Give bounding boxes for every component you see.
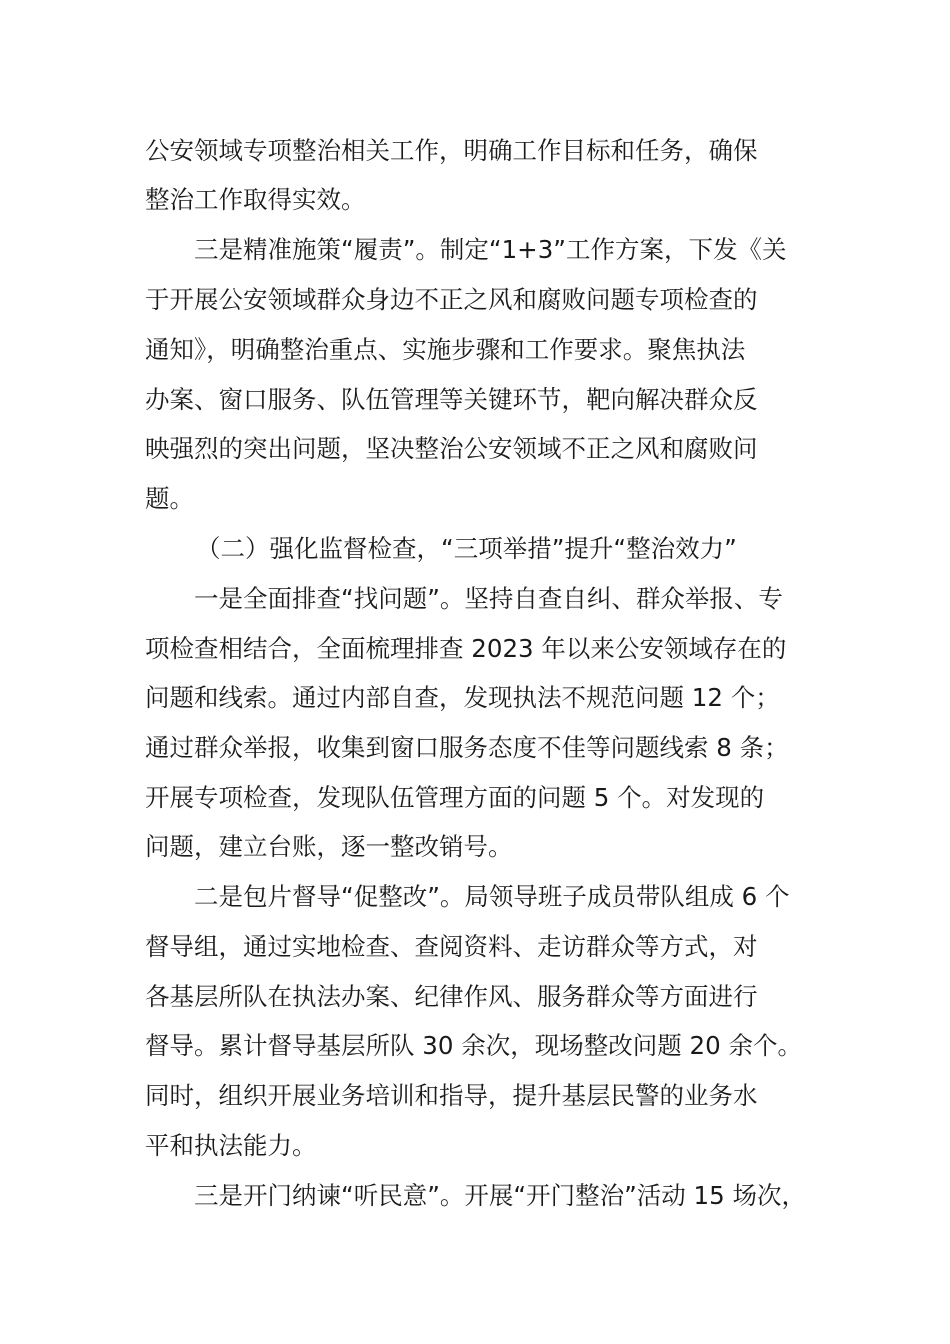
paragraph-line (0, 424, 950, 474)
line-text: 映强烈的突出问题，坚决整治公安领域不正之风和腐败问 (145, 434, 758, 463)
line-text: 二是包片督导“促整改”。局领导班子成员带队组成 6 个 (194, 882, 790, 911)
paragraph-line (0, 922, 950, 972)
line-text: 一是全面排查“找问题”。坚持自查自纠、群众举报、专 (194, 584, 783, 613)
line-text: 通过群众举报，收集到窗口服务态度不佳等问题线索 8 条； (145, 733, 789, 762)
paragraph-line (0, 673, 950, 723)
section-heading (0, 524, 950, 574)
line-text: 开展专项检查，发现队伍管理方面的问题 5 个。对发现的 (145, 783, 765, 812)
paragraph-line (0, 1121, 950, 1171)
line-text: 各基层所队在执法办案、纪律作风、服务群众等方面进行 (145, 982, 758, 1011)
paragraph-line (0, 474, 950, 524)
line-text: 同时，组织开展业务培训和指导，提升基层民警的业务水 (145, 1081, 758, 1110)
paragraph-line (0, 275, 950, 325)
paragraph-line (0, 126, 950, 176)
paragraph-line (0, 822, 950, 872)
paragraph-line (0, 872, 950, 922)
line-text: 三是精准施策“履责”。制定“1+3”工作方案，下发《关 (194, 235, 787, 264)
line-text: 问题，建立台账，逐一整改销号。 (145, 832, 513, 861)
line-text: 于开展公安领域群众身边不正之风和腐败问题专项检查的 (145, 285, 758, 314)
line-text: 办案、窗口服务、队伍管理等关键环节，靶向解决群众反 (145, 385, 758, 414)
line-text: 通知》，明确整治重点、实施步骤和工作要求。聚焦执法 (145, 335, 746, 364)
line-text: 题。 (145, 484, 194, 513)
paragraph-line (0, 574, 950, 624)
line-text: 督导。累计督导基层所队 30 余次，现场整改问题 20 余个。 (145, 1031, 802, 1060)
line-text: 整治工作取得实效。 (145, 185, 366, 214)
line-text: 三是开门纳谏“听民意”。开展“开门整治”活动 15 场次， (194, 1181, 807, 1210)
paragraph-line (0, 175, 950, 225)
line-text: 平和执法能力。 (145, 1131, 317, 1160)
line-text: 项检查相结合，全面梳理排查 2023 年以来公安领域存在的 (145, 634, 787, 663)
paragraph-line (0, 723, 950, 773)
paragraph-line (0, 773, 950, 823)
paragraph-line (0, 1021, 950, 1071)
paragraph-line (0, 972, 950, 1022)
heading-text: （二）强化监督检查，“三项举措”提升“整治效力” (196, 534, 737, 563)
line-text: 督导组，通过实地检查、查阅资料、走访群众等方式，对 (145, 932, 758, 961)
paragraph-line (0, 1071, 950, 1121)
paragraph-line (0, 624, 950, 674)
line-text: 公安领域专项整治相关工作，明确工作目标和任务，确保 (145, 136, 758, 165)
paragraph-line (0, 325, 950, 375)
line-text: 问题和线索。通过内部自查，发现执法不规范问题 12 个； (145, 683, 780, 712)
paragraph-line (0, 225, 950, 275)
paragraph-line (0, 375, 950, 425)
paragraph-line (0, 1171, 950, 1221)
